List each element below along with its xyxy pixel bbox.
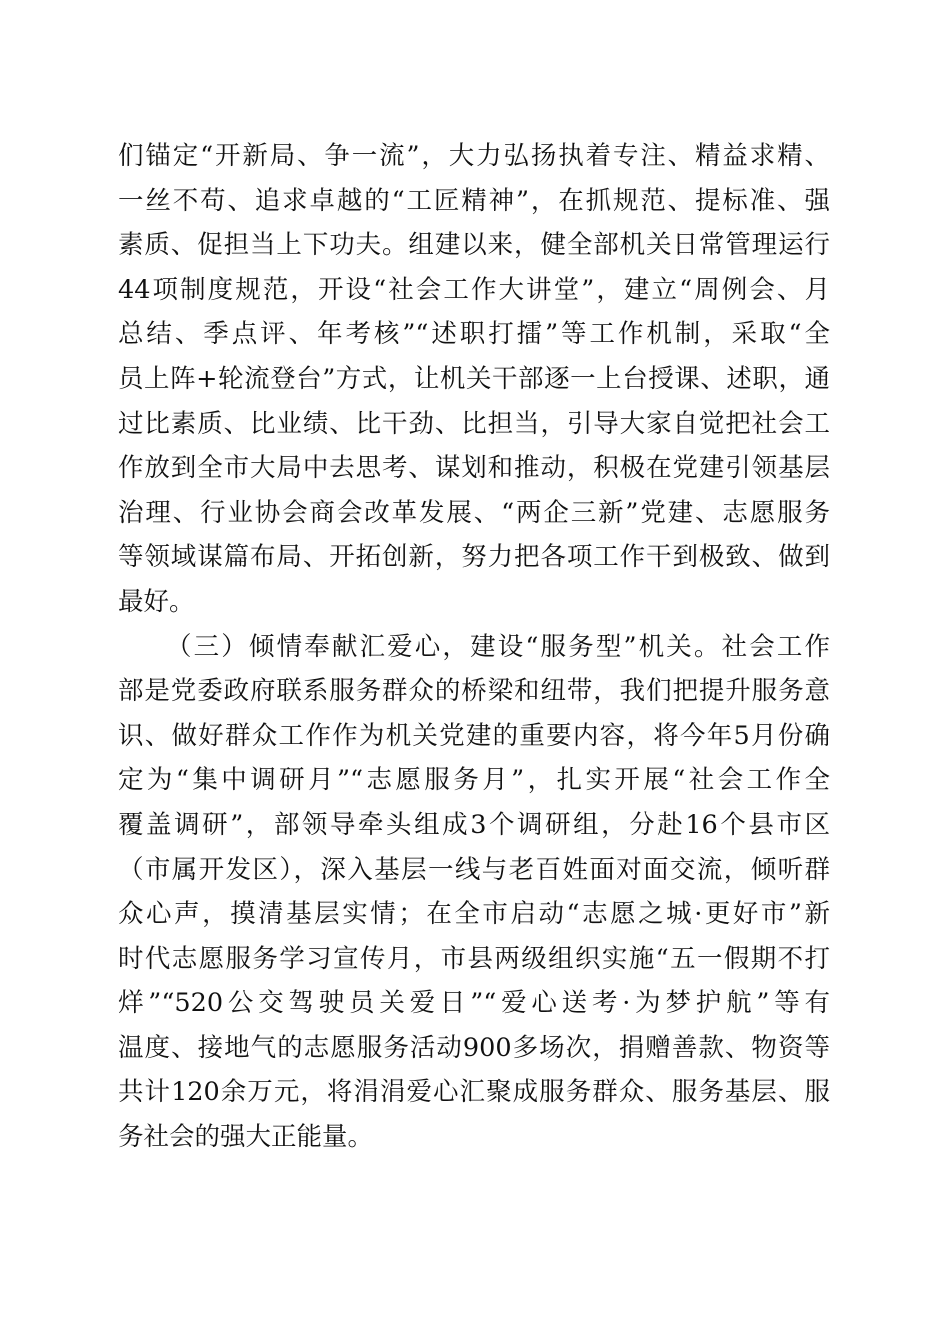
text-line: 众心声，摸清基层实情；在全市启动“志愿之城·更好市”新 <box>118 899 830 930</box>
text-line: 定为“集中调研月”“志愿服务月”，扎实开展“社会工作全 <box>118 765 830 796</box>
text-line: 总结、季点评、年考核”“述职打擂”等工作机制，采取“全 <box>118 319 830 350</box>
text-line: 温度、接地气的志愿服务活动900多场次，捐赠善款、物资等 <box>118 1032 830 1063</box>
text-line: 过比素质、比业绩、比干劲、比担当，引导大家自觉把社会工 <box>118 408 830 439</box>
text-line: 部是党委政府联系服务群众的桥梁和纽带，我们把提升服务意 <box>118 676 830 707</box>
text-line: 时代志愿服务学习宣传月，市县两级组织实施“五一假期不打 <box>118 943 830 974</box>
text-line: 治理、行业协会商会改革发展、“两企三新”党建、志愿服务 <box>118 497 830 528</box>
text-line: 识、做好群众工作作为机关党建的重要内容，将今年5月份确 <box>118 720 830 751</box>
section-heading-line: （三）倾情奉献汇爱心，建设“服务型”机关。社会工作 <box>166 631 830 662</box>
text-line: 等领域谋篇布局、开拓创新，努力把各项工作干到极致、做到 <box>118 542 830 573</box>
text-line: 一丝不苟、追求卓越的“工匠精神”，在抓规范、提标准、强 <box>118 185 830 216</box>
text-line: 素质、促担当上下功夫。组建以来，健全部机关日常管理运行 <box>118 230 830 261</box>
text-line: 最好。 <box>118 586 195 617</box>
text-line: 烊”“520公交驾驶员关爱日”“爱心送考·为梦护航”等有 <box>118 988 830 1019</box>
text-line: 们锚定“开新局、争一流”，大力弘扬执着专注、精益求精、 <box>118 141 830 171</box>
text-line: 务社会的强大正能量。 <box>118 1122 374 1153</box>
paragraph-2 <box>118 625 830 1160</box>
text-line: 覆盖调研”，部领导牵头组成3个调研组，分赴16个县市区 <box>118 809 830 840</box>
text-line: 44项制度规范，开设“社会工作大讲堂”，建立“周例会、月 <box>118 274 830 305</box>
text-line: 作放到全市大局中去思考、谋划和推动，积极在党建引领基层 <box>118 453 830 484</box>
text-line: 员上阵+轮流登台”方式，让机关干部逐一上台授课、述职，通 <box>118 363 830 394</box>
text-line: （市属开发区），深入基层一线与老百姓面对面交流，倾听群 <box>118 854 830 885</box>
body-text <box>118 134 830 1160</box>
paragraph-1 <box>118 134 830 625</box>
text-line: 共计120余万元，将涓涓爱心汇聚成服务群众、服务基层、服 <box>118 1077 830 1108</box>
